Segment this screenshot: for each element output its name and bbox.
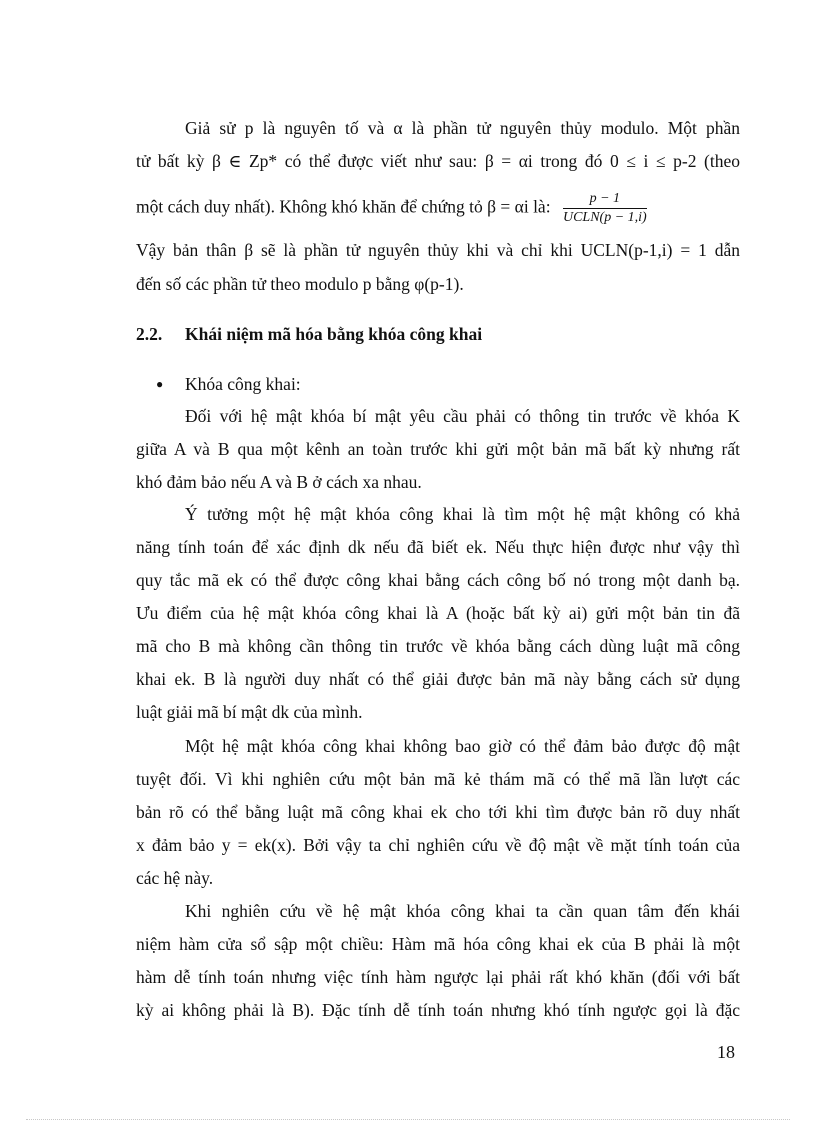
paragraph-4-line-4: Ưu điểm của hệ mật khóa công khai là A (hoặc bất kỳ ai) gửi một bản tin đã <box>136 603 740 623</box>
section-heading <box>136 324 483 344</box>
section-title: Khái niệm mã hóa bằng khóa công khai <box>185 324 483 344</box>
section-number: 2.2. <box>136 324 163 344</box>
page-number: 18 <box>717 1042 735 1062</box>
paragraph-1-line-3-text: một cách duy nhất). Không khó khăn để chứng tỏ β = αi là: <box>136 196 551 217</box>
paragraph-5-line-4: x đảm bảo y = ek(x). Bởi vậy ta chỉ nghiên cứu về độ mật về mặt tính toán của <box>136 835 740 855</box>
paragraph-6-line-4: kỳ ai không phải là B). Đặc tính dễ tính toán nhưng khó tính ngược gọi là đặc <box>136 1000 740 1020</box>
paragraph-3-line-2: giữa A và B qua một kênh an toàn trước khi gửi một bản mã bất kỳ nhưng rất <box>136 439 740 459</box>
paragraph-6-line-2: niệm hàm cửa sổ sập một chiều: Hàm mã hóa công khai ek của B phải là một <box>136 934 740 954</box>
paragraph-4-line-3: quy tắc mã ek có thể được công khai bằng cách công bố nó trong một danh bạ. <box>136 570 740 590</box>
paragraph-2-line-1: Vậy bản thân β sẽ là phần tử nguyên thủy khi và chỉ khi UCLN(p-1,i) = 1 dẫn <box>136 240 740 260</box>
paragraph-4-line-2: năng tính toán để xác định dk nếu đã biết ek. Nếu thực hiện được như vậy thì <box>136 537 740 557</box>
paragraph-3-line-3: khó đảm bảo nếu A và B ở cách xa nhau. <box>136 472 422 492</box>
paragraph-5-line-3: bản rõ có thể bằng luật mã công khai ek cho tới khi tìm được bản rõ duy nhất <box>136 802 740 822</box>
paragraph-1-line-2: tử bất kỳ β ∈ Zp* có thể được viết như sau: β = αi trong đó 0 ≤ i ≤ p-2 (theo <box>136 151 740 171</box>
bullet-label: Khóa công khai: <box>185 374 301 394</box>
paragraph-6-line-3: hàm dễ tính toán nhưng việc tính hàm ngược lại phải rất khó khăn (đối với bất <box>136 967 740 987</box>
fraction-formula <box>563 192 647 225</box>
paragraph-4-line-5: mã cho B mà không cần thông tin trước về khóa bằng cách dùng luật mã công <box>136 636 740 656</box>
fraction-numerator: p − 1 <box>563 192 647 209</box>
fraction-denominator: UCLN(p − 1,i) <box>562 210 647 225</box>
footer-divider <box>26 1119 790 1120</box>
paragraph-4-line-1: Ý tưởng một hệ mật khóa công khai là tìm một hệ mật không có khả <box>185 504 740 524</box>
paragraph-5-line-2: tuyệt đối. Vì khi nghiên cứu một bản mã kẻ thám mã có thể mã lần lượt các <box>136 769 740 789</box>
paragraph-4-line-6: khai ek. B là người duy nhất có thể giải được bản mã này bằng cách sử dụng <box>136 669 740 689</box>
paragraph-1-line-3 <box>136 192 647 225</box>
paragraph-6-line-1: Khi nghiên cứu về hệ mật khóa công khai ta cần quan tâm đến khái <box>185 901 740 921</box>
paragraph-1-line-1: Giả sử p là nguyên tố và α là phần tử nguyên thủy modulo. Một phần <box>185 118 740 138</box>
paragraph-2-line-2: đến số các phần tử theo modulo p bằng φ(p-1). <box>136 274 464 294</box>
paragraph-4-line-7: luật giải mã bí mật dk của mình. <box>136 702 363 722</box>
paragraph-5-line-1: Một hệ mật khóa công khai không bao giờ có thể đảm bảo được độ mật <box>185 736 740 756</box>
bullet-icon: ● <box>156 377 164 391</box>
paragraph-5-line-5: các hệ này. <box>136 868 214 888</box>
paragraph-3-line-1: Đối với hệ mật khóa bí mật yêu cầu phải có thông tin trước về khóa K <box>185 406 740 426</box>
